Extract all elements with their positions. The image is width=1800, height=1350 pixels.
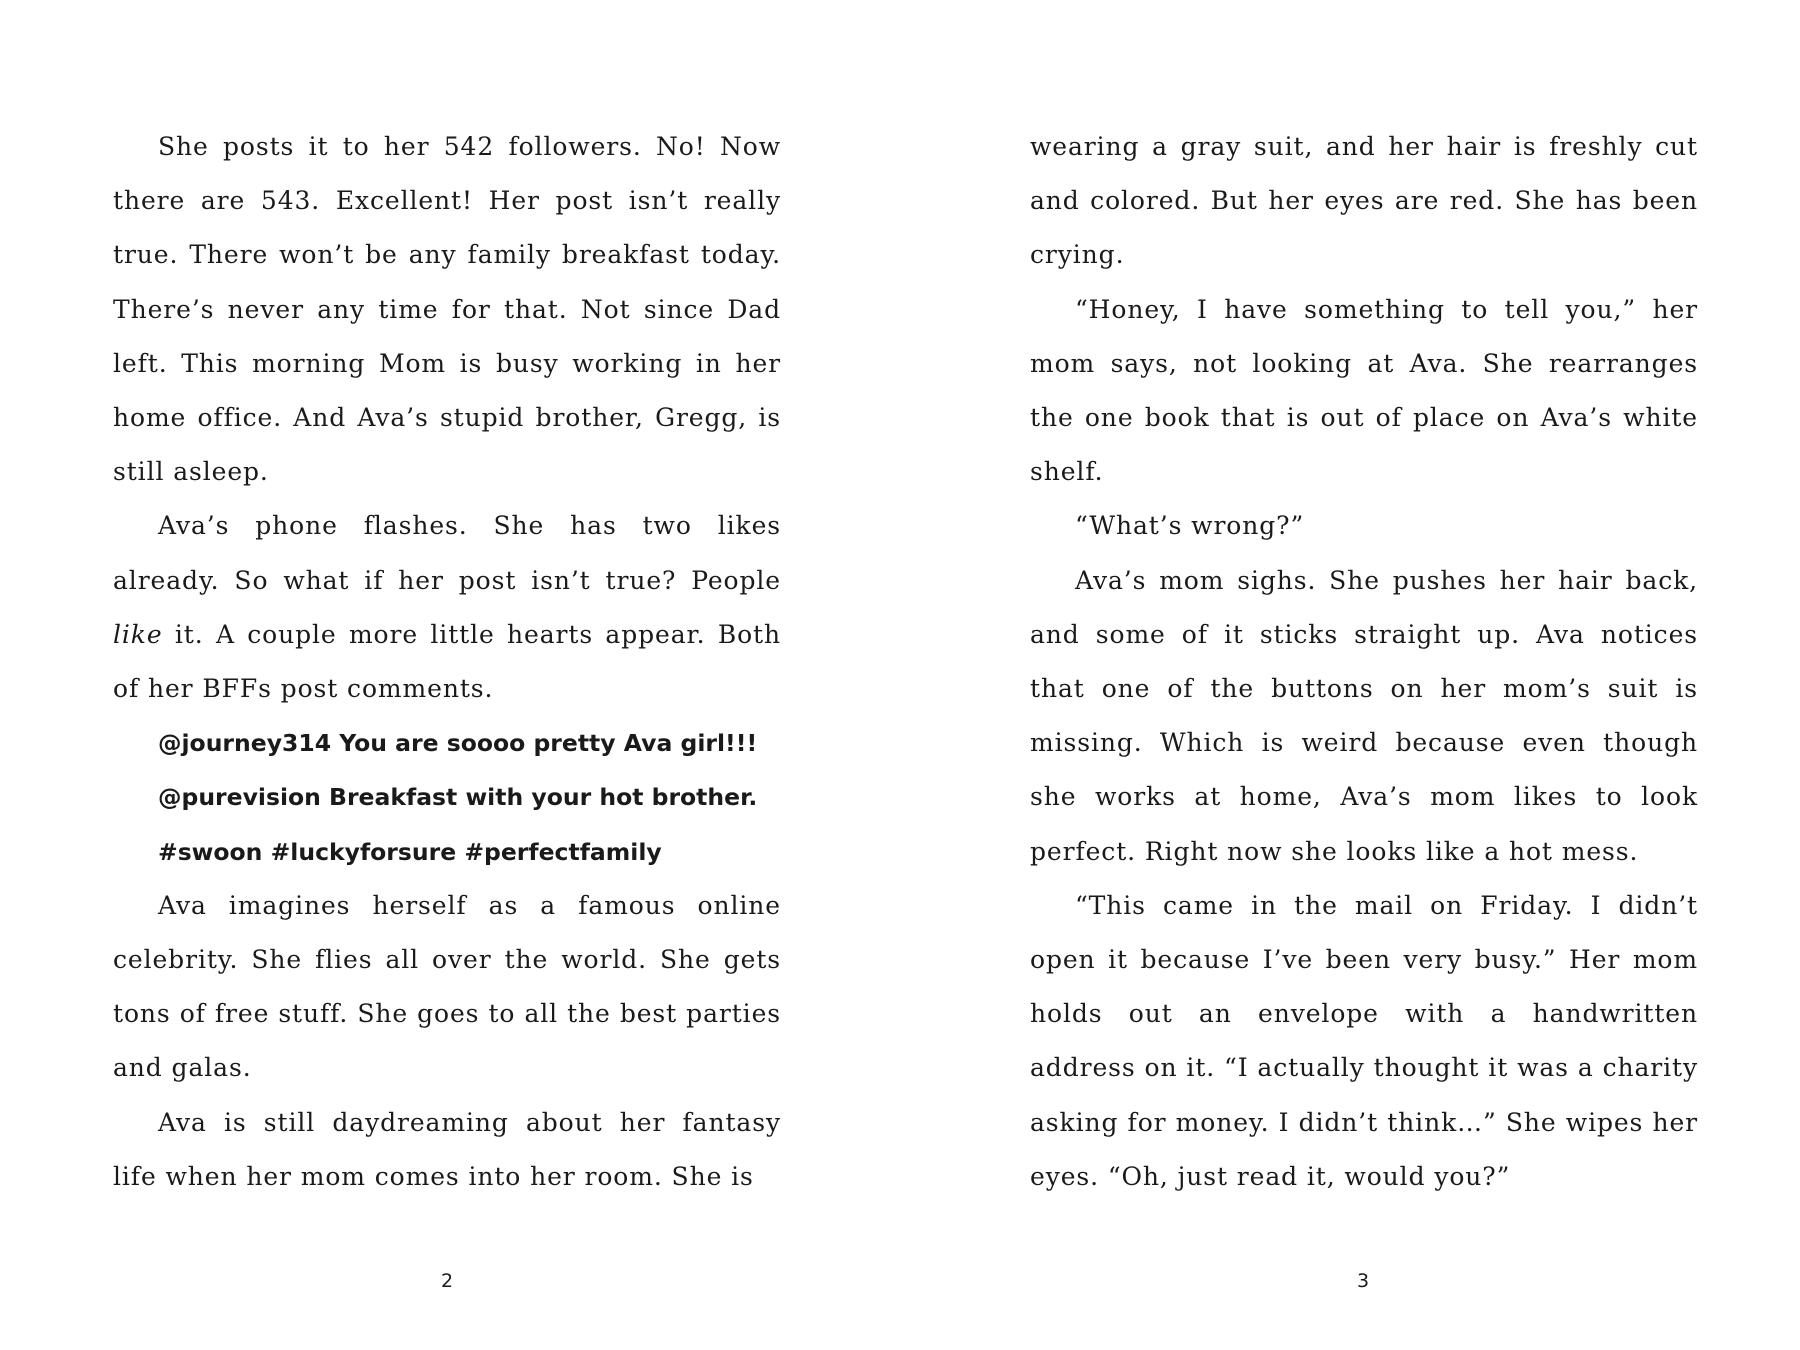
left-page xyxy=(113,120,781,1204)
paragraph xyxy=(113,1096,781,1204)
text-run: Ava is still daydreaming about her fantasy life when her mom comes into her room. She is xyxy=(113,1107,781,1191)
text-run: She posts it to her 542 followers. No! Now there are 543. Excellent! Her post isn’t really true. There won’t be any family breakfast today. There’s never any time for that. Not since Dad left. This morning Mom is busy working in her home office. And Ava’s stupid brother, Gregg, is still asleep. xyxy=(113,132,781,487)
paragraph xyxy=(113,120,781,499)
social-comment xyxy=(113,770,781,824)
text-run: wearing a gray suit, and her hair is freshly cut and colored. But her eyes are red. She has been crying. xyxy=(1030,132,1698,270)
text-run: Ava’s phone flashes. She has two likes already. So what if her post isn’t true? People xyxy=(113,511,781,595)
paragraph xyxy=(1030,499,1698,553)
text-run: “This came in the mail on Friday. I didn’t open it because I’ve been very busy.” Her mom holds out an envelope with a handwritten address on it. “I actually thought it was a charity asking for money. I didn’t think…” She wipes her eyes. “Oh, just read it, would you?” xyxy=(1030,890,1698,1191)
paragraph xyxy=(113,499,781,716)
text-run: Ava imagines herself as a famous online celebrity. She flies all over the world. She gets tons of free stuff. She goes to all the best parties and galas. xyxy=(113,890,781,1083)
right-page xyxy=(1030,120,1698,1204)
social-comment xyxy=(113,825,781,879)
text-run: it. A couple more little hearts appear. Both of her BFFs post comments. xyxy=(113,619,781,704)
paragraph xyxy=(113,879,781,1096)
text-run: Ava’s mom sighs. She pushes her hair back, and some of it sticks straight up. Ava notices that one of the buttons on her mom’s suit is missing. Which is weird because even though she works at home, Ava’s mom likes to look perfect. Right now she looks like a hot mess. xyxy=(1030,565,1698,866)
text-run: #swoon #luckyforsure #perfectfamily xyxy=(158,837,662,866)
page-number-right: 3 xyxy=(1356,1270,1370,1292)
page-number-left: 2 xyxy=(440,1270,454,1292)
paragraph xyxy=(1030,554,1698,879)
text-run: “Honey, I have something to tell you,” her mom says, not looking at Ava. She rearranges the one book that is out of place on Ava’s white shelf. xyxy=(1030,294,1698,487)
emphasis-text: like xyxy=(113,619,163,649)
paragraph xyxy=(1030,120,1698,283)
paragraph xyxy=(1030,879,1698,1204)
text-run: @purevision Breakfast with your hot brother. xyxy=(158,783,758,812)
text-run: @journey314 You are soooo pretty Ava girl!!! xyxy=(158,729,758,758)
text-run: “What’s wrong?” xyxy=(1075,511,1305,541)
paragraph xyxy=(1030,283,1698,500)
social-comment xyxy=(113,716,781,770)
